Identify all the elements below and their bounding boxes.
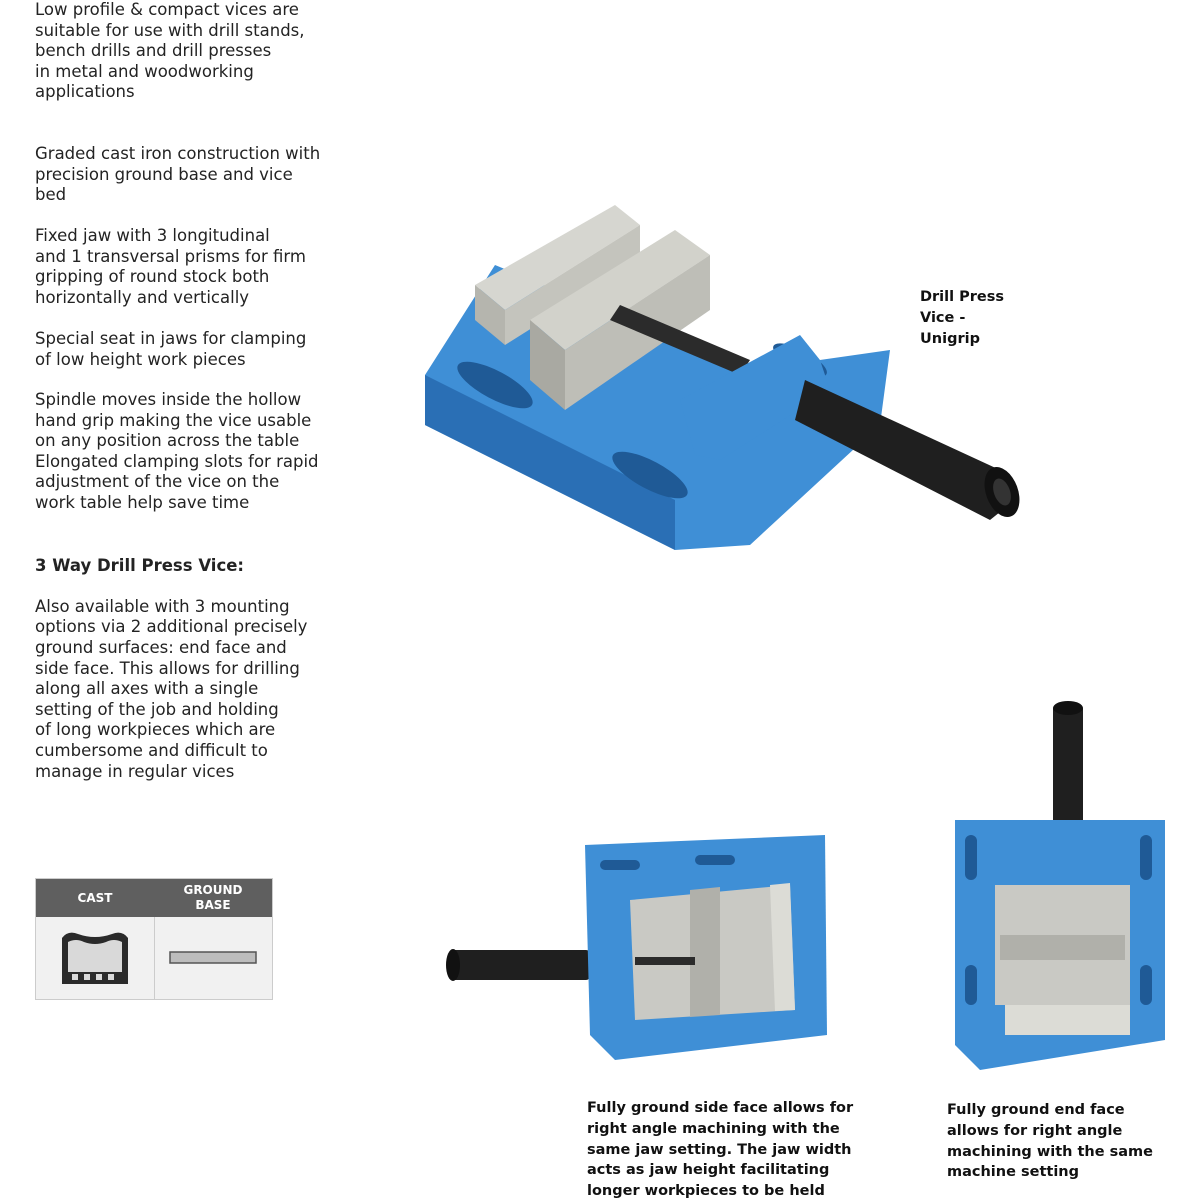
ground-base-icon [168, 948, 258, 968]
feature-text-4: Special seat in jaws for clamping of low height work pieces [35, 329, 307, 369]
three-way-section [35, 535, 355, 803]
material-legend [35, 878, 273, 1000]
drill-press-vice-image [420, 200, 1030, 560]
feature-text-2: Graded cast iron construction with precision ground base and vice bed [35, 144, 321, 205]
feature-text-1: Low profile & compact vices are suitable for use with drill stands, bench drills and drill presses in metal and woodworking applications [35, 0, 305, 102]
end-face-vice-image [950, 700, 1170, 1075]
side-face-caption: Fully ground side face allows for right angle machining with the same jaw setting. The jaw width acts as jaw height facilitating longer workpieces to be held [587, 1100, 854, 1200]
legend-body [36, 917, 272, 999]
side-face-vice-image [445, 835, 835, 1075]
end-face-caption: Fully ground end face allows for right angle machining with the same machine setting [947, 1102, 1153, 1181]
three-way-text: Also available with 3 mounting options via 2 additional precisely ground surfaces: end face and side face. This allows for drilling along all axes with a single setting of the job and holding of long workpieces which are cumbersome and difficult to manage in regular vices [35, 596, 308, 781]
feature-text-5: Spindle moves inside the hollow hand grip making the vice usable on any position across the table Elongated clamping slots for rapid adjustment of the vice on the work table help save time [35, 390, 319, 512]
cast-icon [58, 928, 132, 988]
cast-symbol-cell [36, 917, 154, 999]
ground-symbol-cell [154, 917, 273, 999]
three-way-title: 3 Way Drill Press Vice: [35, 555, 245, 575]
legend-header [36, 879, 272, 917]
legend-cast-label: CAST [77, 890, 113, 905]
main-vice-caption: Drill Press Vice - Unigrip [920, 289, 1005, 347]
legend-ground-label: GROUND BASE [183, 883, 243, 912]
feature-text-3: Fixed jaw with 3 longitudinal and 1 transversal prisms for firm gripping of round stock both horizontally and vertically [35, 226, 306, 307]
